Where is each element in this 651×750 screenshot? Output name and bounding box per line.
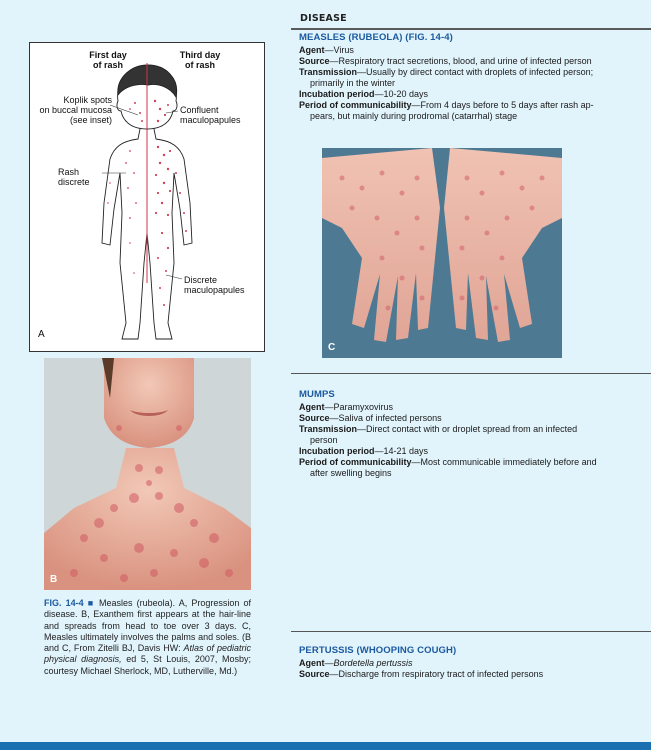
figure-a-illustration xyxy=(29,42,265,352)
caption-rest: ed 5, St Louis, 2007, Mosby; courtesy Michael Sherlock, MD, Lutherville, Md.) xyxy=(44,654,251,676)
measles-title: MEASLES (RUBEOLA) (FIG. 14-4) xyxy=(299,32,453,43)
figure-b-letter: B xyxy=(50,574,58,585)
label-rash-discrete: Rash discrete xyxy=(58,167,90,187)
pertussis-title: PERTUSSIS (WHOOPING COUGH) xyxy=(299,645,457,656)
header-title: DISEASE xyxy=(300,13,347,24)
label-first-day: First day of rash xyxy=(89,50,127,70)
mumps-title: MUMPS xyxy=(299,389,335,400)
figure-c-image xyxy=(322,148,562,358)
caption-text: Measles (rubeola). A, Progression of disease. B, Exanthem first appears at the hair-line and spreads from head to toe over 3 days. C, Measles ultimately involves the palms and soles. (B and C, From Zitelli BJ, Davis HW: xyxy=(44,598,251,654)
figure-c-photo xyxy=(322,148,562,358)
label-discrete-maculopapules: Discrete maculopapules xyxy=(184,275,245,295)
measles-period: Period of communicability—From 4 days before to 5 days after rash ap- xyxy=(299,100,594,110)
measles-agent: Agent—Virus xyxy=(299,45,354,55)
mumps-transmission: Transmission—Direct contact with or droplet spread from an infected xyxy=(299,424,578,434)
divider-pertussis xyxy=(291,631,651,632)
measles-transmission-cont: primarily in the winter xyxy=(310,78,396,88)
caption-fig-number: FIG. 14-4 xyxy=(44,598,84,608)
divider-mumps xyxy=(291,373,651,374)
mumps-agent: Agent—Paramyxovirus xyxy=(299,402,394,412)
label-third-day: Third day of rash xyxy=(179,50,221,70)
figure-b-image xyxy=(44,358,251,590)
figure-a-letter: A xyxy=(38,329,45,340)
measles-incubation: Incubation period—10-20 days xyxy=(299,89,429,99)
caption-italic: Atlas of pediatric physical diagnosis, xyxy=(44,643,251,665)
figure-caption xyxy=(44,598,251,677)
figure-b-photo xyxy=(44,358,251,590)
mumps-incubation: Incubation period—14-21 days xyxy=(299,446,429,456)
measles-source: Source—Respiratory tract secretions, blood, and urine of infected person xyxy=(299,56,592,66)
mumps-source: Source—Saliva of infected persons xyxy=(299,413,442,423)
mumps-period-cont: after swelling begins xyxy=(310,468,392,478)
mumps-period: Period of communicability—Most communicable immediately before and xyxy=(299,457,597,467)
section-measles xyxy=(299,32,644,122)
footer-bar xyxy=(0,742,651,750)
label-koplik-spots: Koplik spots on buccal mucosa (see inset) xyxy=(39,95,112,125)
pertussis-agent: Agent—Bordetella pertussis xyxy=(299,658,413,668)
mumps-transmission-cont: person xyxy=(310,435,338,445)
pertussis-source: Source—Discharge from respiratory tract of infected persons xyxy=(299,669,544,679)
measles-period-cont: pears, but mainly during prodromal (catarrhal) stage xyxy=(310,111,518,121)
caption-bullet: ■ xyxy=(87,598,95,608)
section-mumps xyxy=(299,389,644,479)
top-margin xyxy=(0,0,651,8)
label-confluent: Confluent maculopapules xyxy=(180,105,241,125)
section-pertussis xyxy=(299,645,644,680)
figure-c-letter: C xyxy=(328,342,336,353)
measles-transmission: Transmission—Usually by direct contact with droplets of infected person; xyxy=(299,67,594,77)
running-header xyxy=(291,8,651,30)
child-rash-illustration xyxy=(30,43,264,351)
